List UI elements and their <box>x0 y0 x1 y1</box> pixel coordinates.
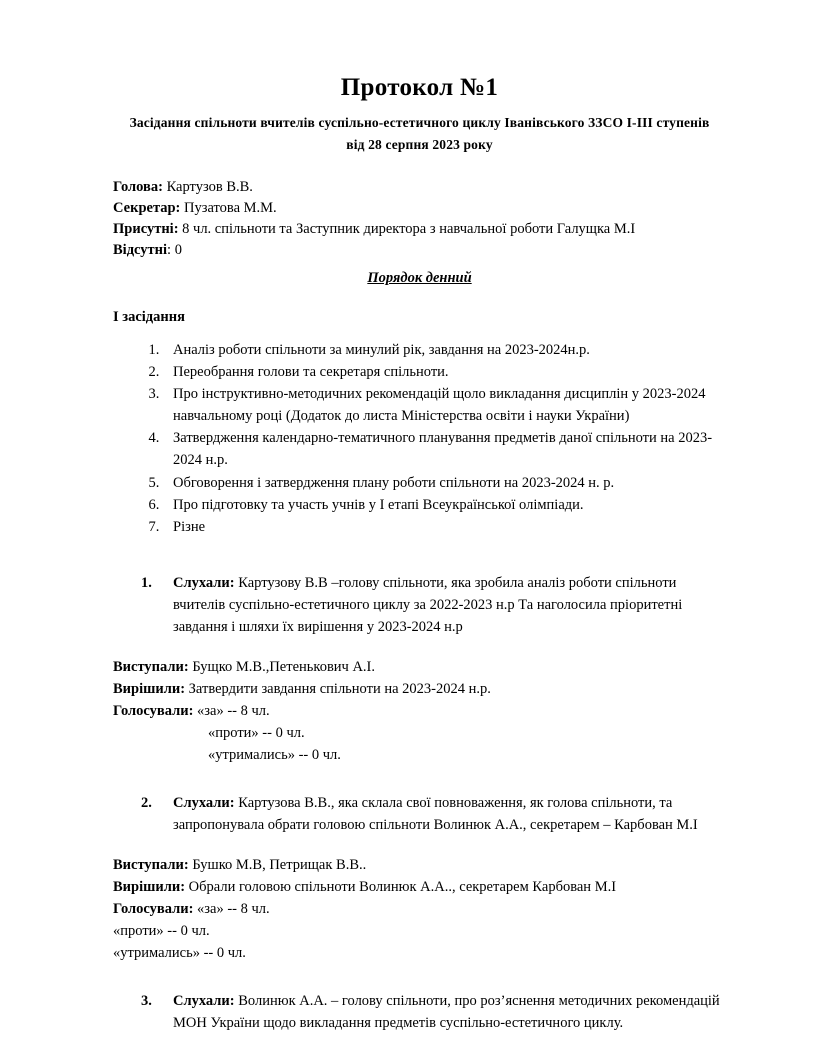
meta-absent-value: : 0 <box>167 242 182 259</box>
resolutions <box>113 572 726 1035</box>
resolution-spoke-label: Виступали: <box>113 658 189 675</box>
agenda-heading-text: Порядок денний <box>367 270 472 287</box>
resolution-heard-text: Картузову В.В –голову спільноти, яка зробила аналіз роботи спільноти вчителів суспільно-естетичного циклу за 2022-2023 н.р Та наголосила пріоритетні завдання і шляхи їх вирішення у 2023-2024 н.р <box>173 574 683 635</box>
resolution-voted-label: Голосували: <box>113 900 194 917</box>
meta-present <box>113 219 726 240</box>
list-item: 2. Переобрання голови та секретаря спільноти. <box>163 361 726 383</box>
list-item: 7. Різне <box>163 516 726 538</box>
resolution-heard <box>113 792 726 836</box>
resolution-heard-text: Картузова В.В., яка склала свої повноваження, як голова спільноти, та запропонувала обрати головою спільноти Волинюк А.А., секретарем – Карбован М.І <box>173 794 698 833</box>
resolution-decided <box>113 876 726 898</box>
resolution-item <box>113 990 726 1034</box>
resolution-decided-text: Затвердити завдання спільноти на 2023-2024 н.р. <box>185 680 491 697</box>
resolution-voted-text: «за» -- 8 чл. <box>193 702 270 719</box>
resolution-decided-label: Вирішили: <box>113 878 186 895</box>
resolution-item <box>113 572 726 638</box>
resolution-spoke-text: Бущко М.В.,Петенькович А.І. <box>188 658 376 675</box>
list-item: 1. Аналіз роботи спільноти за минулий рік, завдання на 2023-2024н.р. <box>163 339 726 361</box>
meta-chair-value: Картузов В.В. <box>162 179 253 196</box>
resolution-spoke <box>113 854 726 876</box>
agenda-heading <box>113 270 726 287</box>
meta-chair <box>113 177 726 198</box>
document-content <box>113 0 726 1034</box>
meta-absent-label: Відсутні <box>113 242 168 259</box>
meta-secretary-value: Пузатова М.М. <box>180 200 277 217</box>
resolution-item <box>113 792 726 836</box>
meeting-meta <box>113 177 726 261</box>
resolution-spoke-text: Бушко М.В, Петрищак В.В.. <box>188 856 367 873</box>
resolution-voted <box>113 700 726 722</box>
resolution-spoke-label: Виступали: <box>113 856 189 873</box>
resolution-number: 3. <box>141 993 152 1010</box>
resolution-voted-text: «за» -- 8 чл. <box>193 900 270 917</box>
resolution-abstained: «утримались» -- 0 чл. <box>208 746 341 763</box>
session-label: I засідання <box>113 309 185 326</box>
resolution-against: «проти» -- 0 чл. <box>113 923 210 939</box>
meta-present-value: 8 чл. спільноти та Заступник директора з навчальної роботи Галущка М.І <box>178 221 636 238</box>
resolution-heard-label: Слухали: <box>173 794 235 811</box>
resolution-voted <box>113 898 726 920</box>
resolution-heard-text: Волинюк А.А. – голову спільноти, про роз’яснення методичних рекомендацій МОН України щодо викладання предметів суспільно-естетичного циклу. <box>173 993 720 1032</box>
list-item: 4. Затвердження календарно-тематичного планування предметів даної спільноти на 2023-2024 н.р. <box>163 427 726 471</box>
meta-secretary-label: Секретар: <box>113 200 181 217</box>
resolution-abstained: «утримались» -- 0 чл. <box>113 945 246 962</box>
meta-present-label: Присутні: <box>113 221 179 238</box>
resolution-spoke <box>113 656 726 678</box>
resolution-heard-label: Слухали: <box>173 993 235 1010</box>
resolution-decided-text: Обрали головою спільноти Волинюк А.А.., секретарем Карбован М.І <box>185 878 617 895</box>
meta-chair-label: Голова: <box>113 179 163 196</box>
resolution-heard-label: Слухали: <box>173 574 235 591</box>
document-date: від 28 серпня 2023 року <box>346 137 493 152</box>
meta-absent <box>113 240 726 261</box>
resolution-decided-label: Вирішили: <box>113 680 186 697</box>
resolution-number: 2. <box>141 794 152 811</box>
resolution-number: 1. <box>141 574 152 591</box>
resolution-heard <box>113 990 726 1034</box>
resolution-decided <box>113 678 726 700</box>
resolution-against: «проти» -- 0 чл. <box>208 724 305 741</box>
list-item: 5. Обговорення і затвердження плану роботи спільноти на 2023-2024 н. р. <box>163 472 726 494</box>
page-title: Протокол №1 <box>340 74 499 101</box>
document-subtitle: Засідання спільноти вчителів суспільно-естетичного циклу Іванівського ЗЗСО I-III ступенів <box>129 114 710 130</box>
list-item: 6. Про підготовку та участь учнів у I етапі Всеукраїнської олімпіади. <box>163 494 726 516</box>
list-item: 3. Про інструктивно-методичних рекомендацій щоло викладання дисциплін у 2023-2024 навчальному році (Додаток до листа Міністерства освіти і науки України) <box>163 383 726 427</box>
agenda-list <box>113 339 726 537</box>
meta-secretary <box>113 198 726 219</box>
resolution-voted-label: Голосували: <box>113 702 194 719</box>
resolution-heard <box>113 572 726 638</box>
